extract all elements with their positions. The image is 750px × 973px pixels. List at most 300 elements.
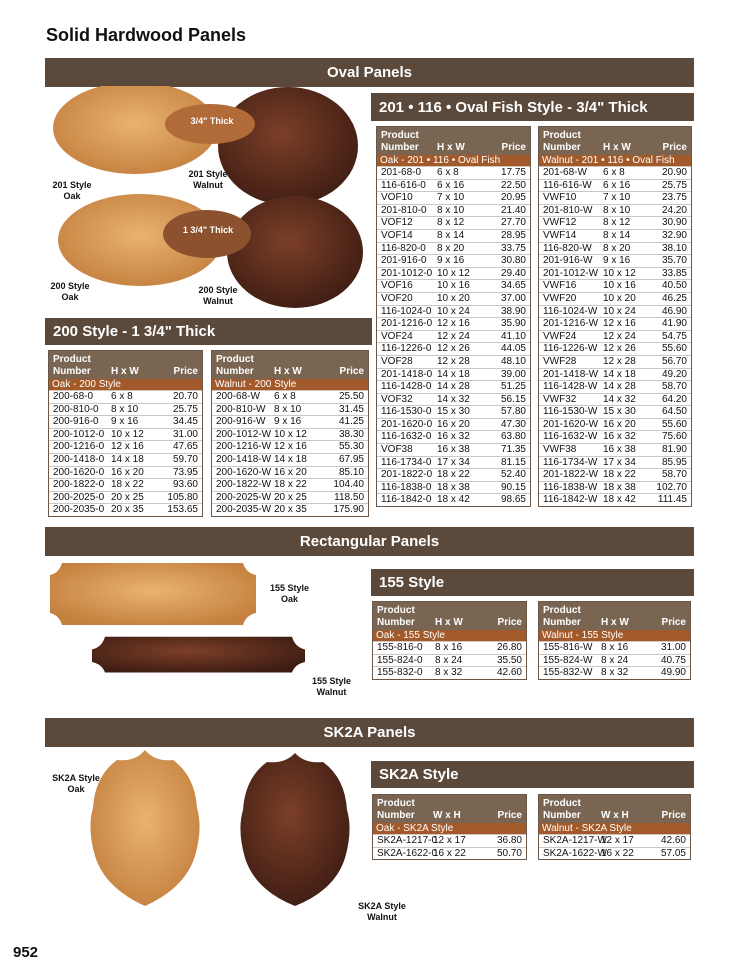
table-subheader: Walnut - 155 Style [539, 630, 690, 641]
table-cell: 41.10 [500, 330, 526, 342]
table-cell: 6 x 16 [603, 179, 631, 191]
table-cell: 17 x 34 [437, 456, 470, 468]
table-cell: 201-1620-W [543, 418, 599, 430]
table-cell: 22.50 [500, 179, 526, 191]
table-cell: 14 x 32 [603, 393, 636, 405]
table-cell: 25.75 [172, 403, 198, 415]
table-row [212, 403, 368, 416]
table-row [212, 491, 368, 504]
table-cell: 12 x 24 [603, 330, 636, 342]
table-row [539, 330, 691, 343]
table-cell: 10 x 20 [603, 292, 636, 304]
table-row [49, 478, 202, 491]
table-cell: SK2A-1622-0 [377, 847, 438, 859]
table-cell: 201-1822-0 [381, 469, 433, 481]
table-cell: VOF16 [381, 280, 413, 292]
table-cell: 6 x 16 [437, 179, 465, 191]
table-cell: 34.65 [500, 280, 526, 292]
table-cell: 93.60 [172, 479, 198, 491]
table-cell: 18 x 42 [437, 494, 470, 506]
table-cell: 10 x 20 [437, 292, 470, 304]
table-row [539, 834, 690, 847]
table-cell: 12 x 17 [433, 835, 466, 846]
table-cell: 200-810-W [216, 403, 266, 415]
table-cell: 8 x 12 [437, 217, 465, 229]
table-row [539, 292, 691, 305]
table-cell: 35.50 [496, 654, 522, 666]
table-cell: 10 x 12 [274, 428, 307, 440]
table-cell: 38.30 [338, 428, 364, 440]
table-row [539, 493, 691, 506]
table-row [377, 355, 530, 368]
table-row [377, 179, 530, 192]
table-cell: 14 x 18 [111, 453, 144, 465]
table-cell: 201-810-0 [381, 204, 427, 216]
table-cell: 33.75 [500, 242, 526, 254]
table-row [212, 415, 368, 428]
table-cell: 155-816-0 [377, 642, 423, 653]
table-header-cell: Number [543, 810, 581, 821]
table-cell: 6 x 8 [437, 167, 459, 178]
table-cell: 44.05 [500, 343, 526, 355]
table-row [539, 216, 691, 229]
table-cell: 25.50 [338, 391, 364, 402]
table-cell: 98.65 [500, 494, 526, 506]
table-200-oak [48, 350, 203, 517]
oval-panels-label: Oval Panels [326, 64, 413, 81]
table-cell: 20.95 [500, 192, 526, 204]
table-header-cell: Product [543, 130, 581, 141]
table-row [377, 430, 530, 443]
table-cell: 102.70 [656, 481, 687, 493]
table-cell: 12 x 16 [437, 318, 470, 330]
table-row [377, 267, 530, 280]
table-cell: SK2A-1217-W [543, 835, 607, 846]
table-header [539, 127, 691, 155]
table-cell: 28.95 [500, 229, 526, 241]
table-cell: 81.90 [661, 444, 687, 456]
table-cell: 35.90 [500, 318, 526, 330]
table-cell: 57.05 [660, 847, 686, 859]
table-cell: 30.90 [661, 217, 687, 229]
table-cell: 14 x 32 [437, 393, 470, 405]
table-cell: 29.40 [500, 267, 526, 279]
table-cell: 24.20 [661, 204, 687, 216]
table-cell: 200-2035-W [216, 504, 272, 516]
table-row [377, 166, 530, 179]
table-cell: VOF12 [381, 217, 413, 229]
table-header-cell: H x W [111, 366, 139, 377]
table-cell: 12 x 24 [437, 330, 470, 342]
table-row [373, 666, 526, 679]
table-cell: 200-1216-0 [53, 441, 105, 453]
walnut-201-oval-icon [218, 87, 358, 205]
table-row [377, 405, 530, 418]
table-row [539, 443, 691, 456]
table-cell: 105.80 [167, 491, 198, 503]
page-number: 952 [13, 944, 39, 961]
table-row [539, 456, 691, 469]
table-row [49, 390, 202, 403]
table-cell: 14 x 28 [437, 381, 470, 393]
table-cell: 12 x 17 [601, 835, 634, 846]
table-cell: VWF10 [543, 192, 577, 204]
table-cell: 20 x 25 [111, 491, 144, 503]
table-row [373, 654, 526, 667]
table-cell: 41.90 [661, 318, 687, 330]
table-row [377, 204, 530, 217]
table-header-cell: W x H [433, 810, 461, 821]
table-cell: 25.75 [661, 179, 687, 191]
table-cell: VWF20 [543, 292, 577, 304]
oval-panels-band [45, 58, 694, 87]
table-cell: 7 x 10 [603, 192, 631, 204]
table-cell: VOF24 [381, 330, 413, 342]
table-cell: 200-1418-W [216, 453, 272, 465]
table-row [49, 440, 202, 453]
table-cell: 71.35 [500, 444, 526, 456]
table-cell: 9 x 16 [437, 255, 465, 267]
table-header-cell: Price [339, 366, 364, 377]
table-cell: 51.25 [500, 381, 526, 393]
table-cell: 116-1226-W [543, 343, 598, 355]
table-row [49, 503, 202, 516]
table-row [539, 229, 691, 242]
table-cell: 7 x 10 [437, 192, 465, 204]
table-cell: VWF14 [543, 229, 577, 241]
table-row [539, 355, 691, 368]
section-sk2a-title: SK2A Style [379, 766, 459, 783]
table-cell: 38.90 [500, 305, 526, 317]
table-cell: 155-816-W [543, 642, 593, 653]
table-cell: 20 x 35 [111, 504, 144, 516]
table-cell: 116-1226-0 [381, 343, 432, 355]
table-header-cell: Product [377, 605, 415, 616]
table-cell: 54.75 [661, 330, 687, 342]
table-cell: 16 x 22 [433, 847, 466, 859]
table-cell: 42.60 [496, 667, 522, 679]
table-cell: VOF10 [381, 192, 413, 204]
table-row [539, 267, 691, 280]
table-cell: 200-2035-0 [53, 504, 105, 516]
table-cell: 10 x 24 [437, 305, 470, 317]
table-header-cell: Price [661, 810, 686, 821]
table-header-cell: Price [661, 617, 686, 628]
table-cell: 201-1012-0 [381, 267, 433, 279]
table-cell: 18 x 22 [274, 479, 307, 491]
rectangular-panels-band [45, 527, 694, 556]
table-row [377, 191, 530, 204]
table-cell: 201-916-W [543, 255, 593, 267]
table-cell: 8 x 32 [435, 667, 463, 679]
section-201-title: 201 • 116 • Oval Fish Style - 3/4" Thick [379, 98, 648, 116]
table-row [377, 443, 530, 456]
table-cell: 16 x 38 [437, 444, 470, 456]
table-cell: 48.10 [500, 355, 526, 367]
table-cell: 8 x 10 [603, 204, 631, 216]
sk2a-panels-label: SK2A Panels [323, 724, 416, 741]
table-cell: 50.70 [496, 847, 522, 859]
table-header-cell: Price [173, 366, 198, 377]
table-cell: 16 x 32 [437, 431, 470, 443]
table-header-cell: Number [377, 617, 415, 628]
table-cell: 201-916-0 [381, 255, 427, 267]
table-cell: 8 x 16 [435, 642, 463, 653]
walnut-155-panel-icon [92, 637, 305, 673]
table-row [539, 204, 691, 217]
table-201-walnut [538, 126, 692, 507]
table-row [539, 254, 691, 267]
table-row [539, 342, 691, 355]
table-row [539, 317, 691, 330]
table-header-cell: Number [377, 810, 415, 821]
table-cell: 16 x 20 [111, 466, 144, 478]
table-cell: SK2A-1622-W [543, 847, 607, 859]
table-header [539, 602, 690, 630]
table-row [539, 847, 690, 860]
table-cell: 16 x 32 [603, 431, 636, 443]
label-201-oak: 201 Style Oak [52, 180, 92, 201]
table-row [539, 191, 691, 204]
table-cell: 8 x 20 [603, 242, 631, 254]
table-cell: 200-916-W [216, 416, 266, 428]
table-row [377, 229, 530, 242]
table-cell: 85.95 [661, 456, 687, 468]
table-cell: 175.90 [333, 504, 364, 516]
table-cell: 8 x 10 [111, 403, 139, 415]
table-cell: 201-68-0 [381, 167, 422, 178]
table-cell: 30.80 [500, 255, 526, 267]
table-subheader: Walnut - 201 • 116 • Oval Fish [539, 155, 691, 166]
page-title: Solid Hardwood Panels [46, 25, 247, 45]
table-cell: 8 x 10 [274, 403, 302, 415]
table-cell: 200-68-0 [53, 391, 94, 402]
table-cell: 8 x 24 [435, 654, 463, 666]
table-cell: 38.10 [661, 242, 687, 254]
table-cell: VOF20 [381, 292, 413, 304]
table-cell: 201-810-W [543, 204, 593, 216]
table-201-oak [376, 126, 531, 507]
table-row [377, 292, 530, 305]
table-cell: 200-810-0 [53, 403, 99, 415]
label-sk2a-walnut: SK2A Style Walnut [358, 901, 406, 922]
table-cell: 200-1418-0 [53, 453, 105, 465]
table-row [539, 430, 691, 443]
table-cell: 200-68-W [216, 391, 260, 402]
table-cell: 8 x 14 [603, 229, 631, 241]
table-cell: 36.80 [496, 835, 522, 846]
table-cell: 155-824-W [543, 654, 593, 666]
table-header-cell: H x W [601, 617, 629, 628]
table-row [377, 368, 530, 381]
table-row [539, 305, 691, 318]
table-cell: 33.85 [661, 267, 687, 279]
table-row [539, 242, 691, 255]
table-cell: 8 x 14 [437, 229, 465, 241]
table-cell: 116-1024-0 [381, 305, 432, 317]
table-cell: 56.70 [661, 355, 687, 367]
table-row [212, 440, 368, 453]
table-row [49, 403, 202, 416]
table-subheader: Oak - 200 Style [49, 379, 202, 390]
table-cell: 10 x 12 [437, 267, 470, 279]
table-row [377, 468, 530, 481]
table-header-cell: Price [662, 142, 687, 153]
label-201-walnut: 201 Style Walnut [188, 169, 228, 190]
table-header [373, 602, 526, 630]
table-row [377, 330, 530, 343]
table-header-cell: W x H [601, 810, 629, 821]
table-cell: 10 x 24 [603, 305, 636, 317]
table-header-cell: Product [381, 130, 419, 141]
table-cell: 16 x 22 [601, 847, 634, 859]
table-cell: 31.00 [172, 428, 198, 440]
table-cell: 200-1012-0 [53, 428, 105, 440]
table-cell: VWF24 [543, 330, 577, 342]
table-row [373, 641, 526, 654]
table-cell: 116-1428-W [543, 381, 598, 393]
table-cell: 16 x 20 [437, 418, 470, 430]
table-cell: 153.65 [167, 504, 198, 516]
table-header-cell: H x W [435, 617, 463, 628]
table-cell: 201-1216-0 [381, 318, 433, 330]
table-cell: 34.45 [172, 416, 198, 428]
table-header [377, 127, 530, 155]
table-cell: VWF16 [543, 280, 577, 292]
table-cell: 20 x 25 [274, 491, 307, 503]
table-cell: 8 x 10 [437, 204, 465, 216]
table-cell: 116-616-0 [381, 179, 426, 191]
table-cell: 9 x 16 [274, 416, 302, 428]
table-header-cell: H x W [603, 142, 631, 153]
table-row [539, 380, 691, 393]
table-cell: 46.25 [661, 292, 687, 304]
table-row [49, 466, 202, 479]
table-cell: 64.50 [661, 406, 687, 418]
table-cell: VOF28 [381, 355, 413, 367]
table-cell: 14 x 18 [437, 368, 470, 380]
table-cell: 10 x 12 [111, 428, 144, 440]
table-cell: 40.50 [661, 280, 687, 292]
table-row [539, 654, 690, 667]
table-cell: 8 x 12 [603, 217, 631, 229]
table-row [212, 428, 368, 441]
table-cell: 14 x 18 [603, 368, 636, 380]
table-header-cell: Number [216, 366, 254, 377]
table-cell: 57.80 [500, 406, 526, 418]
table-cell: 9 x 16 [111, 416, 139, 428]
table-header-cell: Number [543, 142, 581, 153]
table-row [373, 847, 526, 860]
table-cell: 155-824-0 [377, 654, 423, 666]
table-header-cell: Product [543, 798, 581, 809]
table-cell: 39.00 [500, 368, 526, 380]
table-subheader: Oak - SK2A Style [373, 823, 526, 834]
table-cell: 20.70 [172, 391, 198, 402]
table-cell: 81.15 [500, 456, 526, 468]
table-cell: 200-2025-0 [53, 491, 105, 503]
table-cell: 23.75 [661, 192, 687, 204]
table-row [377, 317, 530, 330]
section-201-header [371, 93, 694, 121]
table-cell: 200-2025-W [216, 491, 272, 503]
table-cell: 12 x 16 [274, 441, 307, 453]
table-header-cell: Number [53, 366, 91, 377]
table-row [539, 393, 691, 406]
table-row [539, 405, 691, 418]
table-cell: 63.80 [500, 431, 526, 443]
table-row [212, 503, 368, 516]
table-cell: 200-1822-W [216, 479, 272, 491]
table-cell: 17.75 [500, 167, 526, 178]
table-cell: 46.90 [661, 305, 687, 317]
table-header [539, 795, 690, 823]
table-sk2a-walnut [538, 794, 691, 860]
table-cell: 116-1838-W [543, 481, 598, 493]
table-cell: 116-1530-0 [381, 406, 432, 418]
label-sk2a-oak: SK2A Style Oak [52, 773, 100, 794]
table-row [377, 456, 530, 469]
table-cell: 6 x 8 [603, 167, 625, 178]
table-cell: 6 x 8 [111, 391, 133, 402]
table-cell: 73.95 [172, 466, 198, 478]
label-200-oak: 200 Style Oak [50, 281, 90, 302]
table-row [377, 418, 530, 431]
table-row [377, 279, 530, 292]
table-row [212, 453, 368, 466]
table-row [539, 179, 691, 192]
table-header-cell: Product [53, 354, 91, 365]
table-cell: 8 x 16 [601, 642, 629, 653]
table-row [539, 481, 691, 494]
table-cell: 42.60 [660, 835, 686, 846]
table-cell: VWF12 [543, 217, 577, 229]
table-cell: VWF28 [543, 355, 577, 367]
table-cell: 18 x 22 [603, 469, 636, 481]
table-row [539, 368, 691, 381]
table-cell: 16 x 20 [603, 418, 636, 430]
rectangular-panels-label: Rectangular Panels [299, 533, 440, 550]
walnut-sk2a-panel-icon [240, 753, 349, 906]
table-cell: 201-1418-0 [381, 368, 433, 380]
table-cell: 116-1734-0 [381, 456, 432, 468]
table-cell: 12 x 26 [437, 343, 470, 355]
table-cell: 201-1620-0 [381, 418, 433, 430]
table-cell: 200-1620-W [216, 466, 272, 478]
table-cell: 59.70 [172, 453, 198, 465]
table-row [212, 466, 368, 479]
table-cell: 67.95 [338, 453, 364, 465]
table-cell: 200-1620-0 [53, 466, 105, 478]
section-155-title: 155 Style [379, 574, 445, 591]
table-cell: 55.60 [661, 418, 687, 430]
table-cell: 104.40 [333, 479, 364, 491]
label-200-walnut: 200 Style Walnut [198, 285, 238, 306]
table-cell: 201-1216-W [543, 318, 599, 330]
table-row [377, 216, 530, 229]
table-subheader: Walnut - 200 Style [212, 379, 368, 390]
table-row [539, 666, 690, 679]
table-cell: 20.90 [661, 167, 687, 178]
table-cell: 12 x 16 [111, 441, 144, 453]
table-cell: 116-1632-W [543, 431, 598, 443]
section-sk2a-header [371, 761, 694, 788]
table-cell: SK2A-1217-0 [377, 835, 438, 846]
table-header [49, 351, 202, 379]
table-cell: 18 x 38 [437, 481, 470, 493]
sk2a-panels-band [45, 718, 694, 747]
table-cell: 116-820-0 [381, 242, 426, 254]
